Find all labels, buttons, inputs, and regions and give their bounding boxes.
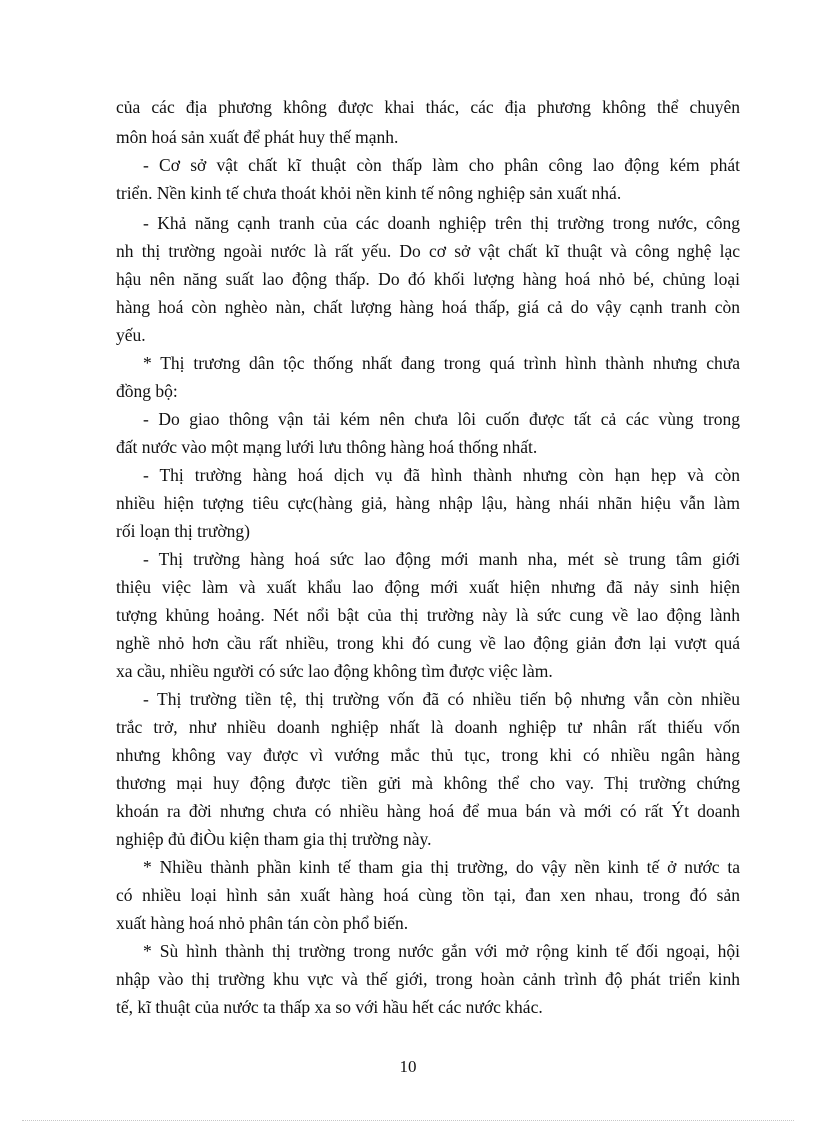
text-line: tế, kĩ thuật của nước ta thấp xa so với hầu hết các nước khác. bbox=[116, 997, 543, 1017]
text-line: tượng khủng hoảng. Nét nổi bật của thị trường này là sức cung về lao động lành bbox=[116, 605, 740, 625]
text-line: có nhiều loại hình sản xuất hàng hoá cùng tồn tại, đan xen nhau, trong đó sản bbox=[116, 885, 740, 905]
text-line: rối loạn thị trường) bbox=[116, 521, 250, 541]
text-line: hàng hoá còn nghèo nàn, chất lượng hàng hoá thấp, giá cả do vậy cạnh tranh còn bbox=[116, 297, 740, 317]
text-line: thiệu việc làm và xuất khẩu lao động mới xuất hiện nhưng đã nảy sinh hiện bbox=[116, 577, 740, 597]
text-line: * Sù hình thành thị trường trong nước gắn với mở rộng kinh tế đối ngoại, hội bbox=[143, 941, 740, 961]
text-line: triển. Nền kinh tế chưa thoát khỏi nền kinh tế nông nghiệp sản xuất nhá. bbox=[116, 183, 622, 203]
text-line: yếu. bbox=[116, 325, 146, 345]
text-line: nhưng không vay được vì vướng mắc thủ tục, trong khi có nhiều ngân hàng bbox=[116, 745, 740, 765]
text-line: đất nước vào một mạng lưới lưu thông hàng hoá thống nhất. bbox=[116, 437, 538, 457]
text-line: nh thị trường ngoài nước là rất yếu. Do cơ sở vật chất kĩ thuật và công nghệ lạc bbox=[116, 241, 740, 261]
text-line: * Nhiều thành phần kinh tế tham gia thị trường, do vậy nền kinh tế ở nước ta bbox=[143, 857, 740, 877]
text-line: nghề nhỏ hơn cầu rất nhiều, trong khi đó cung về lao động giản đơn lại vượt quá bbox=[116, 633, 740, 653]
text-line: - Khả năng cạnh tranh của các doanh nghiệp trên thị trường trong nước, công bbox=[143, 213, 740, 233]
text-line: môn hoá sản xuất để phát huy thế mạnh. bbox=[116, 127, 399, 147]
text-line: - Thị trường hàng hoá dịch vụ đã hình thành nhưng còn hạn hẹp và còn bbox=[143, 465, 740, 485]
text-line: trắc trở, như nhiều doanh nghiệp nhất là doanh nghiệp tư nhân rất thiếu vốn bbox=[116, 717, 740, 737]
text-line: xuất hàng hoá nhỏ phân tán còn phổ biến. bbox=[116, 913, 409, 933]
text-line: - Thị trường tiền tệ, thị trường vốn đã có nhiều tiến bộ nhưng vẫn còn nhiều bbox=[143, 689, 740, 709]
text-line: * Thị trương dân tộc thống nhất đang trong quá trình hình thành nhưng chưa bbox=[143, 353, 740, 373]
text-line: của các địa phương không được khai thác, các địa phương không thể chuyên bbox=[116, 97, 740, 117]
text-line: thương mại huy động được tiền gửi mà không thể cho vay. Thị trường chứng bbox=[116, 773, 740, 793]
text-line: - Thị trường hàng hoá sức lao động mới manh nha, mét sè trung tâm giới bbox=[143, 549, 740, 569]
page-bottom-divider bbox=[22, 1120, 794, 1121]
text-line: nhiều hiện tượng tiêu cực(hàng giả, hàng nhập lậu, hàng nhái nhãn hiệu vẫn làm bbox=[116, 493, 740, 513]
text-line: hậu nên năng suất lao động thấp. Do đó khối lượng hàng hoá nhỏ bé, chủng loại bbox=[116, 269, 740, 289]
text-line: nghiệp đủ điÒu kiện tham gia thị trường này. bbox=[116, 829, 432, 849]
text-line: - Cơ sở vật chất kĩ thuật còn thấp làm cho phân công lao động kém phát bbox=[143, 155, 740, 175]
page-number: 10 bbox=[399, 1057, 417, 1076]
text-line: nhập vào thị trường khu vực và thế giới, trong hoàn cảnh trình độ phát triển kinh bbox=[116, 969, 740, 989]
text-line: xa cầu, nhiều người có sức lao động không tìm được việc làm. bbox=[116, 661, 553, 681]
text-line: khoán ra đời nhưng chưa có nhiều hàng hoá để mua bán và mới có rất Ýt doanh bbox=[116, 801, 740, 821]
text-line: đồng bộ: bbox=[116, 381, 178, 401]
text-line: - Do giao thông vận tải kém nên chưa lôi cuốn được tất cả các vùng trong bbox=[143, 409, 740, 429]
